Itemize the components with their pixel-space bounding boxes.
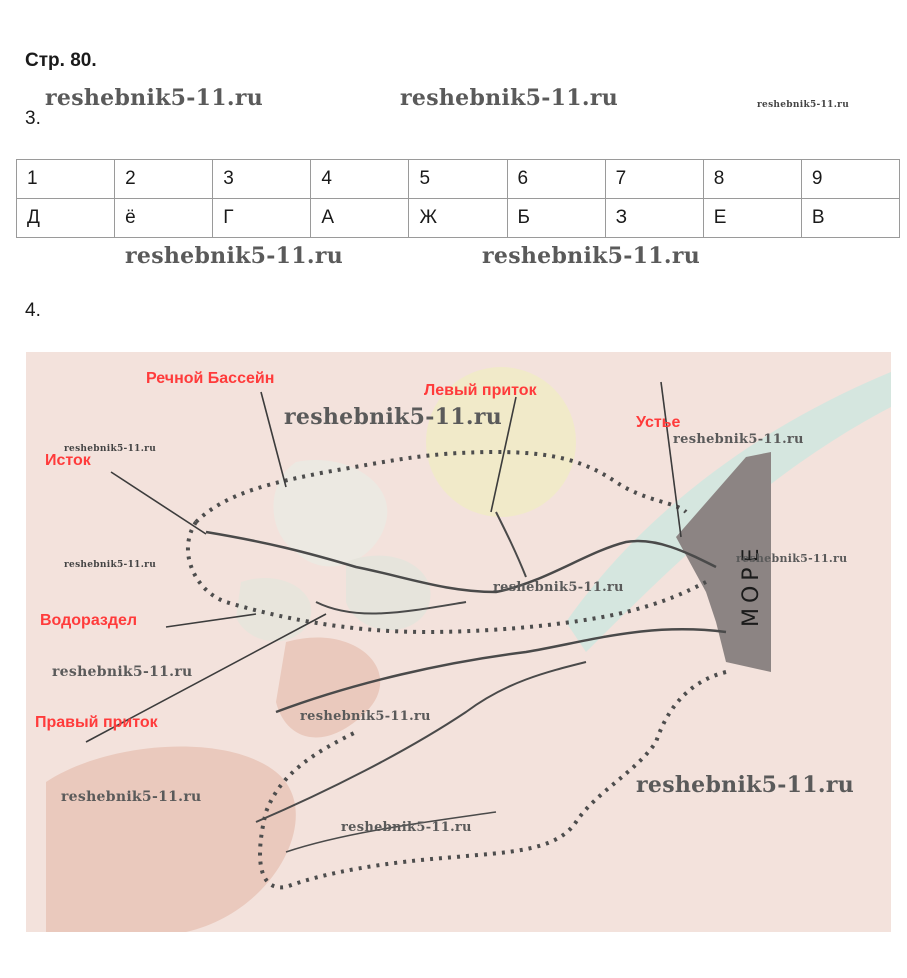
label-sea: МОРЕ (739, 543, 764, 627)
watermark: reshebnik5-11.ru (64, 560, 157, 570)
table-cell: 5 (409, 160, 507, 199)
watermark: reshebnik5-11.ru (400, 85, 619, 111)
river-basin-map (26, 352, 891, 932)
table-cell: Д (17, 199, 115, 238)
watermark: reshebnik5-11.ru (673, 432, 804, 447)
watermark: reshebnik5-11.ru (52, 664, 193, 680)
watermark: reshebnik5-11.ru (125, 243, 344, 269)
watermark: reshebnik5-11.ru (482, 243, 701, 269)
label-river-mouth: Устье (636, 414, 681, 431)
table-cell: 6 (507, 160, 605, 199)
answer-table (16, 159, 900, 238)
table-cell: В (801, 199, 899, 238)
label-watershed: Водораздел (40, 612, 138, 629)
watermark: reshebnik5-11.ru (341, 820, 472, 835)
watermark: reshebnik5-11.ru (45, 85, 264, 111)
table-cell: Б (507, 199, 605, 238)
table-cell: Г (213, 199, 311, 238)
label-left-tributary: Левый приток (424, 382, 537, 399)
table-cell: 2 (115, 160, 213, 199)
page-reference: Стр. 80. (25, 50, 97, 71)
label-river-basin: Речной Бассейн (146, 370, 275, 387)
table-cell: 7 (605, 160, 703, 199)
label-river-source: Исток (45, 452, 91, 469)
table-cell: А (311, 199, 409, 238)
table-cell: Е (703, 199, 801, 238)
table-cell: 4 (311, 160, 409, 199)
table-answer-row (17, 199, 900, 238)
watermark: reshebnik5-11.ru (736, 552, 848, 565)
table-header-row (17, 160, 900, 199)
watermark: reshebnik5-11.ru (61, 789, 202, 805)
table-cell: 8 (703, 160, 801, 199)
label-right-tributary: Правый приток (35, 714, 158, 731)
table-cell: З (605, 199, 703, 238)
task-3-number: 3. (25, 108, 41, 129)
watermark: reshebnik5-11.ru (284, 404, 503, 430)
table-cell: 1 (17, 160, 115, 199)
table-cell: Ж (409, 199, 507, 238)
task-4-number: 4. (25, 300, 41, 321)
watermark: reshebnik5-11.ru (64, 444, 157, 454)
watermark: reshebnik5-11.ru (493, 580, 624, 595)
watermark: reshebnik5-11.ru (636, 772, 855, 798)
table-cell: 9 (801, 160, 899, 199)
watermark: reshebnik5-11.ru (757, 100, 850, 110)
watermark: reshebnik5-11.ru (300, 709, 431, 724)
table-cell: ё (115, 199, 213, 238)
table-cell: 3 (213, 160, 311, 199)
